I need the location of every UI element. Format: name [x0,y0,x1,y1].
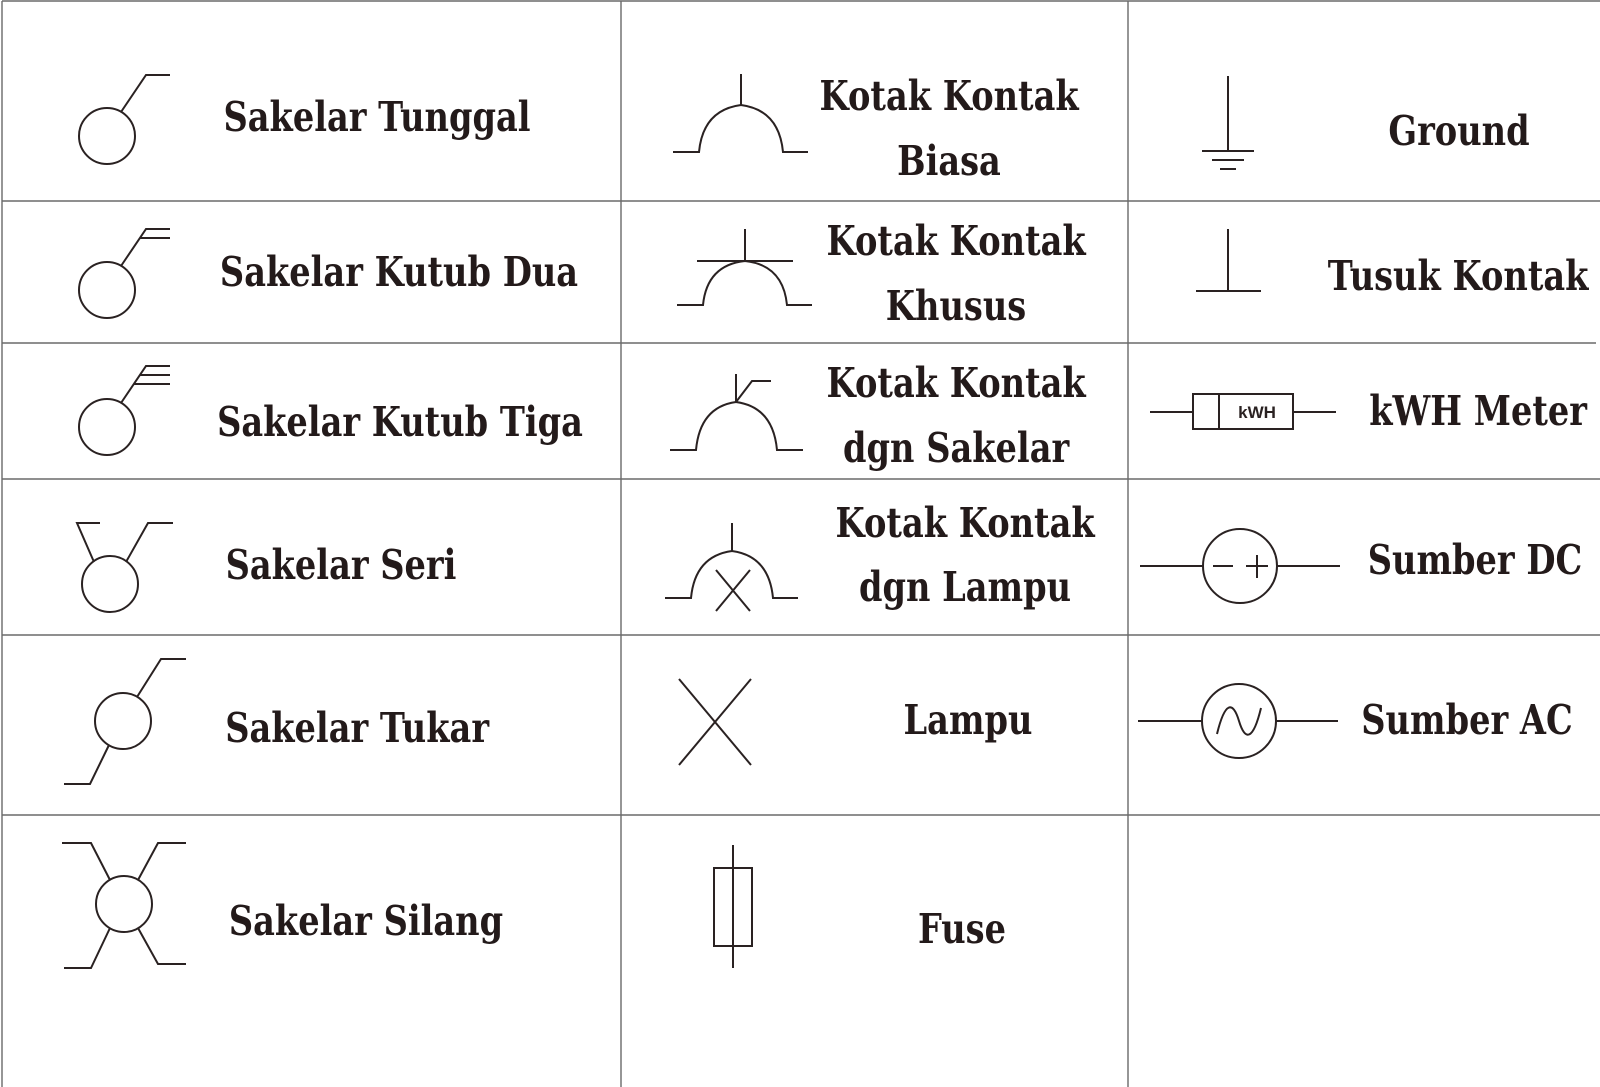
symbol-label: Tusuk Kontak [1327,251,1589,300]
series-switch-icon [77,523,173,612]
symbol-label-line2: dgn Lampu [858,562,1072,611]
table-cell [677,217,1087,330]
table-cell [673,72,1080,185]
fuse-icon [714,845,752,968]
table-cell [79,366,583,455]
symbol-label-line2: Khusus [885,281,1027,330]
plug-icon [1196,229,1261,291]
symbol-label-line1: Kotak Kontak [819,71,1079,120]
symbol-label-line2: Biasa [897,136,1001,185]
table-cell [665,499,1096,611]
kwh-meter-icon [1150,394,1336,429]
outlet-with-lamp-icon [665,523,798,611]
table-cell [77,523,456,612]
triple-pole-switch-icon [79,366,170,455]
table-cell [62,843,503,968]
symbol-label: kWH Meter [1369,386,1587,435]
symbol-label: Sakelar Silang [228,896,504,945]
symbol-label: Sakelar Tunggal [223,92,531,141]
double-pole-switch-icon [79,229,170,318]
table-cell [1140,529,1582,603]
table-cell [64,659,490,784]
table-cell [679,679,1032,765]
special-outlet-icon [677,229,812,305]
table-cell [1202,76,1530,169]
table-cell [1150,387,1588,435]
symbol-label: Fuse [917,904,1007,953]
symbol-label: Ground [1388,106,1530,155]
symbol-label: Sumber DC [1367,535,1583,584]
ground-icon [1202,76,1254,169]
table-cell [670,359,1087,472]
symbol-label: Sakelar Kutub Dua [219,247,579,296]
symbol-label: Lampu [903,695,1033,744]
table-cell [1138,684,1573,758]
regular-outlet-icon [673,74,808,152]
dc-source-icon [1140,529,1340,603]
changeover-switch-icon [64,659,186,784]
table-cell [714,845,1006,968]
symbol-label: Sumber AC [1361,695,1573,744]
symbol-label: Sakelar Kutub Tiga [217,397,583,446]
symbol-label-line2: dgn Sakelar [843,423,1070,472]
symbol-label-line1: Kotak Kontak [826,216,1086,265]
table-cell [79,75,531,164]
cross-switch-icon [62,843,186,968]
outlet-with-switch-icon [670,374,803,450]
symbol-label-line1: Kotak Kontak [835,498,1095,547]
lamp-icon [679,679,751,765]
table-cell [1196,229,1589,300]
kwh-meter-symbol-text: kWH [1238,403,1276,422]
table-cell [79,229,578,318]
single-switch-icon [79,75,170,164]
ac-source-icon [1138,684,1338,758]
symbol-label-line1: Kotak Kontak [826,358,1086,407]
symbol-label: Sakelar Seri [225,540,457,589]
symbol-label: Sakelar Tukar [225,703,490,752]
